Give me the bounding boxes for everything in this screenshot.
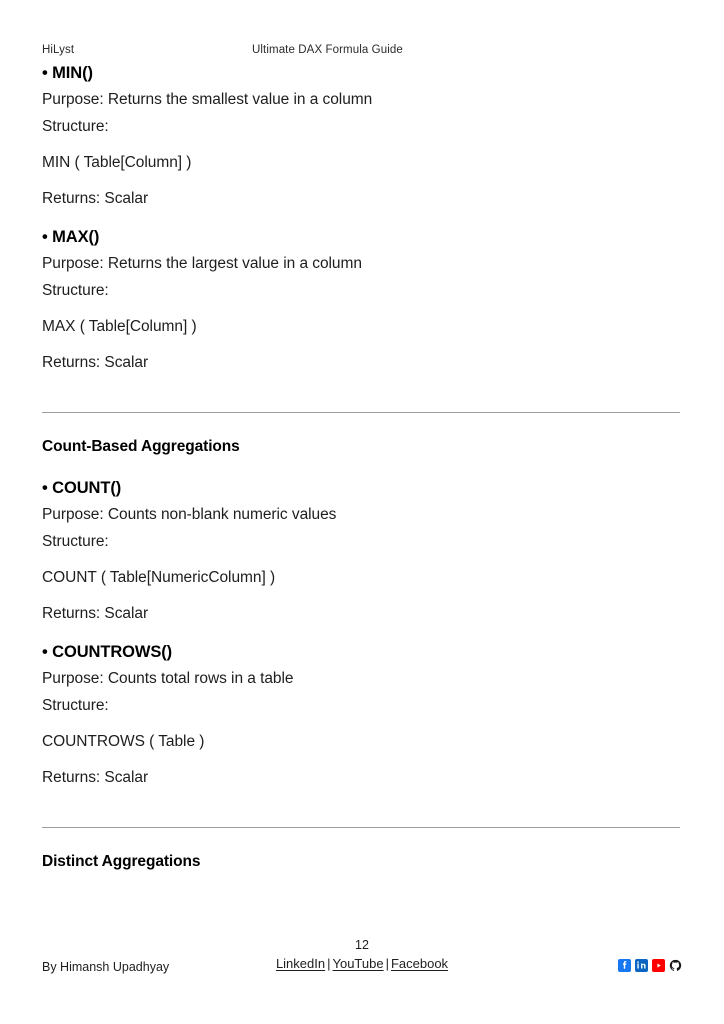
- function-block-countrows: [42, 641, 682, 791]
- function-purpose-count: Purpose: Counts non-blank numeric values: [42, 506, 337, 523]
- spacer: [42, 212, 682, 226]
- document-header: [42, 44, 682, 60]
- footer-author: By Himansh Upadhyay: [42, 960, 170, 974]
- function-syntax-countrows: COUNTROWS ( Table ): [42, 733, 205, 750]
- spacer: [42, 791, 682, 827]
- spacer: [42, 591, 682, 600]
- function-returns-countrows: Returns: Scalar: [42, 769, 149, 786]
- spacer: [42, 555, 682, 564]
- function-syntax-max: MAX ( Table[Column] ): [42, 318, 197, 335]
- spacer: [42, 413, 682, 435]
- spacer: [42, 627, 682, 641]
- spacer: [42, 376, 682, 412]
- spacer: [42, 304, 682, 313]
- function-block-max: [42, 226, 682, 376]
- footer-link-separator: |: [385, 956, 389, 971]
- function-purpose-min: Purpose: Returns the smallest value in a column: [42, 91, 373, 108]
- function-structure-label-countrows: Structure:: [42, 697, 109, 714]
- social-links: [618, 959, 682, 972]
- spacer: [42, 719, 682, 728]
- spacer: [42, 176, 682, 185]
- spacer: [42, 755, 682, 764]
- function-returns-min: Returns: Scalar: [42, 190, 149, 207]
- function-heading-count: • COUNT(): [42, 479, 122, 497]
- page-number: 12: [355, 938, 369, 952]
- footer-link-facebook[interactable]: Facebook: [390, 956, 449, 971]
- linkedin-icon[interactable]: [635, 959, 648, 972]
- function-block-min: [42, 62, 682, 212]
- footer-link-linkedin[interactable]: LinkedIn: [275, 956, 326, 971]
- spacer: [42, 828, 682, 850]
- spacer: [42, 459, 682, 477]
- function-returns-count: Returns: Scalar: [42, 605, 149, 622]
- youtube-icon[interactable]: [652, 959, 665, 972]
- function-syntax-min: MIN ( Table[Column] ): [42, 154, 192, 171]
- function-block-count: [42, 477, 682, 627]
- section-heading-distinct: Distinct Aggregations: [42, 853, 201, 870]
- spacer: [42, 140, 682, 149]
- function-structure-label-min: Structure:: [42, 118, 109, 135]
- function-structure-label-count: Structure:: [42, 533, 109, 550]
- function-returns-max: Returns: Scalar: [42, 354, 149, 371]
- facebook-icon[interactable]: [618, 959, 631, 972]
- spacer: [42, 340, 682, 349]
- github-icon[interactable]: [669, 959, 682, 972]
- header-brand: HiLyst: [42, 44, 75, 56]
- footer-link-separator: |: [327, 956, 331, 971]
- function-heading-countrows: • COUNTROWS(): [42, 643, 173, 661]
- section-heading-count-based: Count-Based Aggregations: [42, 438, 240, 455]
- function-structure-label-max: Structure:: [42, 282, 109, 299]
- function-purpose-countrows: Purpose: Counts total rows in a table: [42, 670, 294, 687]
- function-heading-min: • MIN(): [42, 64, 93, 82]
- function-purpose-max: Purpose: Returns the largest value in a column: [42, 255, 362, 272]
- document-footer: [42, 936, 682, 982]
- function-syntax-count: COUNT ( Table[NumericColumn] ): [42, 569, 276, 586]
- document-content: [42, 62, 682, 874]
- function-heading-max: • MAX(): [42, 228, 100, 246]
- header-title: Ultimate DAX Formula Guide: [252, 44, 403, 56]
- footer-link-youtube[interactable]: YouTube: [332, 956, 384, 971]
